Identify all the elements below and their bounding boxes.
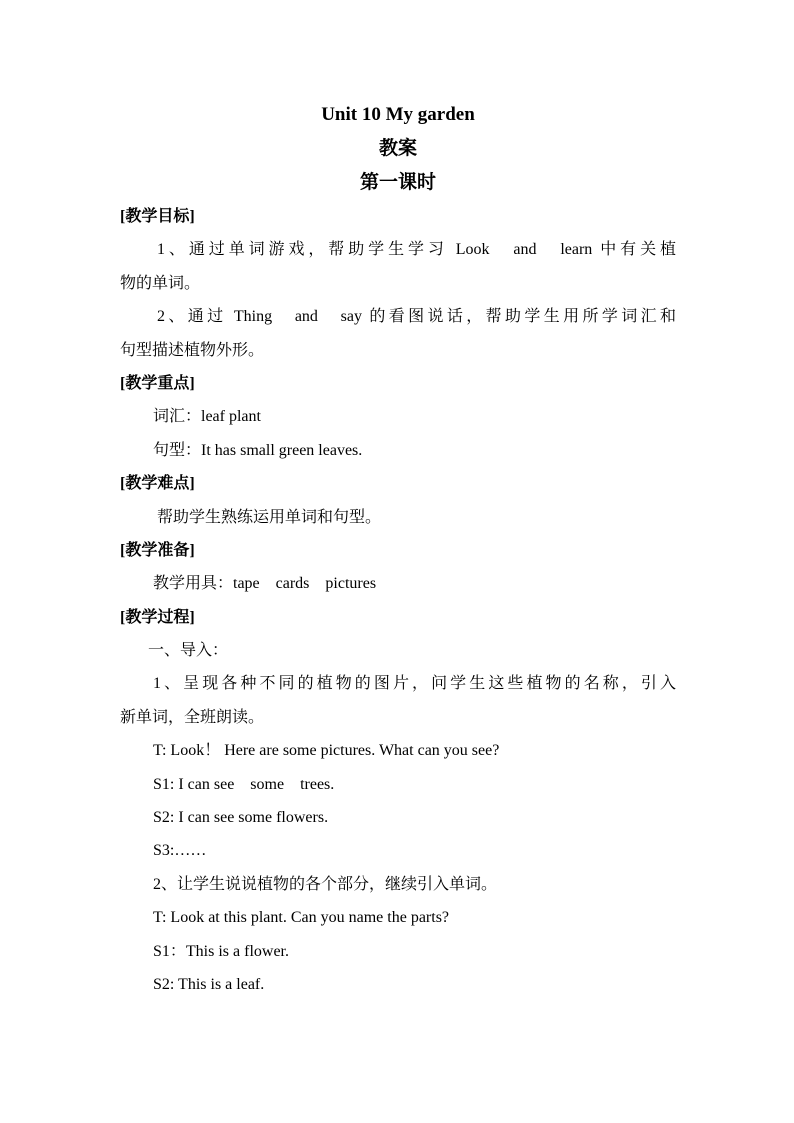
document-title: Unit 10 My garden — [321, 104, 475, 125]
dialog-1-student-2: S2: I can see some flowers. — [153, 809, 329, 827]
dialog-2-student-2: S2: This is a leaf. — [153, 975, 265, 993]
key-sentence: 句型：It has small green leaves. — [153, 441, 363, 459]
step-1-item-1-line-2: 新单词，全班朗读。 — [120, 708, 265, 726]
process-heading: [教学过程] — [120, 608, 195, 626]
key-points-heading: [教学重点] — [120, 374, 195, 392]
dialog-1-student-3: S3:…… — [153, 842, 207, 860]
difficult-points-heading: [教学难点] — [120, 475, 195, 493]
objectives-heading: [教学目标] — [120, 208, 195, 225]
step-1-item-2: 2、让学生说说植物的各个部分，继续引入单词。 — [153, 875, 498, 893]
dialog-1-student-1: S1: I can see some trees. — [153, 775, 335, 793]
document-page — [120, 98, 676, 1001]
preparation-heading: [教学准备] — [120, 541, 195, 559]
dialog-2-teacher: T: Look at this plant. Can you name the parts? — [153, 909, 450, 927]
key-vocabulary: 词汇：leaf plant — [153, 408, 261, 426]
step-1-heading: 一、导入： — [148, 642, 229, 660]
difficult-points-text: 帮助学生熟练运用单词和句型。 — [157, 508, 382, 526]
dialog-2-student-1: S1：This is a flower. — [153, 942, 289, 960]
dialog-1-teacher: T: Look！ Here are some pictures. What can you see? — [153, 742, 500, 760]
step-1-item-1-line-1: 1、呈现各种不同的植物的图片，问学生这些植物的名称，引入 — [153, 675, 676, 693]
document-subtitle: 教案 — [378, 138, 417, 159]
objective-1-line-2: 物的单词。 — [120, 274, 201, 292]
lesson-title: 第一课时 — [359, 172, 436, 193]
preparation-text: 教学用具：tape cards pictures — [153, 575, 377, 593]
objective-2-line-1: 2、通过 Thing and say 的看图说话，帮助学生用所学词汇和 — [157, 308, 676, 326]
objective-1-line-1: 1、通过单词游戏，帮助学生学习 Look and learn 中有关植 — [157, 241, 676, 259]
objective-2-line-2: 句型描述植物外形。 — [120, 341, 265, 359]
